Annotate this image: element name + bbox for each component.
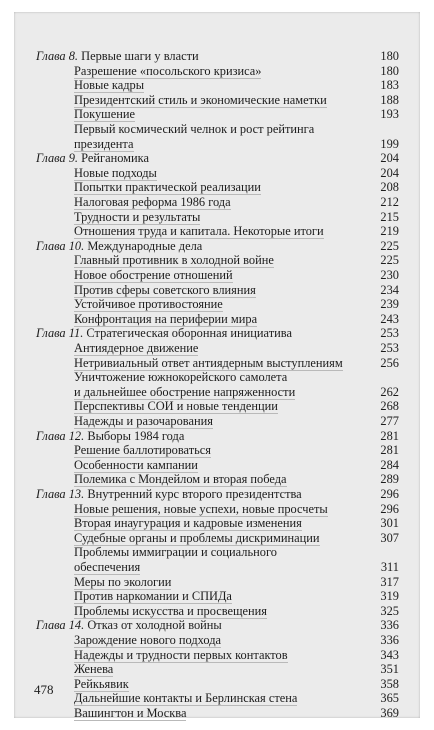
entry-page-number: 311 — [380, 560, 399, 574]
section-row — [74, 283, 420, 298]
section-row — [74, 604, 420, 619]
chapter-title: Рейганомика — [81, 151, 149, 166]
entry-title: Первый космический челнок и рост рейтинга — [74, 122, 315, 136]
entry-title: Главный противник в холодной войне — [74, 253, 274, 268]
entry-title: Новые решения, новые успехи, новые просчеты — [74, 501, 328, 516]
entry-title — [36, 429, 184, 443]
section-row — [74, 370, 420, 384]
section-row — [74, 472, 420, 487]
section-row — [74, 414, 420, 429]
entry-page-number: 219 — [380, 224, 399, 239]
entry-title: Против сферы советского влияния — [74, 282, 256, 297]
section-row — [74, 224, 420, 239]
entry-title: Трудности и результаты — [74, 209, 201, 224]
section-row — [74, 502, 420, 517]
section-row — [74, 210, 420, 225]
entry-page-number: 199 — [380, 136, 399, 151]
entry-page-number: 336 — [380, 633, 399, 647]
entry-title: Перспективы СОИ и новые тенденции — [74, 399, 278, 414]
entry-title: и дальнейшее обострение напряженности — [74, 384, 296, 399]
entry-title: Новые кадры — [74, 78, 145, 93]
entry-title — [36, 151, 149, 165]
chapter-row — [36, 487, 420, 501]
entry-page-number: 180 — [380, 49, 399, 63]
entry-page-number: 212 — [380, 195, 399, 209]
entry-page-number: 358 — [380, 676, 399, 691]
section-row — [74, 253, 420, 268]
chapter-row — [36, 429, 420, 443]
section-row — [74, 107, 420, 122]
entry-title: Вторая инаугурация и кадровые изменения — [74, 516, 302, 531]
entry-page-number: 284 — [380, 457, 399, 472]
entry-page-number: 225 — [380, 238, 399, 253]
entry-title: Судебные органы и проблемы дискриминации — [74, 530, 320, 545]
entry-title: Полемика с Мондейлом и вторая победа — [74, 472, 287, 487]
chapter-row — [36, 49, 420, 63]
chapter-title: Внутренний курс второго президентства — [87, 487, 302, 501]
section-row — [74, 195, 420, 210]
entry-title: Рейкьявик — [74, 676, 129, 691]
section-row — [74, 122, 420, 136]
entry-title: Особенности кампании — [74, 457, 198, 472]
section-row — [74, 312, 420, 327]
page-number: 478 — [34, 682, 54, 697]
chapter-title: Стратегическая оборонная инициатива — [86, 326, 292, 341]
entry-title: Проблемы иммиграции и социального — [74, 545, 277, 560]
section-row — [74, 633, 420, 648]
entry-page-number: 277 — [380, 414, 399, 428]
chapter-row — [36, 618, 420, 632]
entry-page-number: 193 — [380, 107, 399, 122]
entry-title: Нетривиальный ответ антиядерным выступлениям — [74, 355, 343, 370]
entry-title: Зарождение нового подхода — [74, 633, 222, 647]
chapter-label: Глава 11. — [36, 326, 84, 341]
entry-title: Надежды и трудности первых контактов — [74, 647, 288, 662]
section-row — [74, 545, 420, 559]
section-row — [74, 137, 420, 152]
entry-title: Дальнейшие контакты и Берлинская стена — [74, 691, 298, 706]
chapter-title: Выборы 1984 года — [87, 428, 185, 443]
entry-title: Налоговая реформа 1986 года — [74, 195, 231, 209]
entry-page-number: 325 — [380, 603, 399, 618]
entry-title: Меры по экологии — [74, 574, 172, 589]
entry-page-number: 262 — [380, 384, 399, 399]
section-row — [74, 297, 420, 312]
entry-title — [36, 49, 199, 63]
section-row — [74, 341, 420, 356]
entry-title: Конфронтация на периферии мира — [74, 311, 258, 326]
entry-page-number: 351 — [380, 662, 399, 677]
entry-page-number: 319 — [380, 589, 399, 604]
entry-title: президента — [74, 136, 134, 151]
section-row — [74, 662, 420, 677]
chapter-title: Отказ от холодной войны — [87, 618, 222, 633]
entry-title: Вашингтон и Москва — [74, 706, 187, 720]
entry-page-number: 296 — [380, 501, 399, 516]
entry-page-number: 253 — [380, 341, 399, 355]
entry-page-number: 296 — [380, 487, 399, 501]
chapter-label: Глава 10. — [36, 238, 85, 253]
section-row — [74, 78, 420, 93]
entry-page-number: 336 — [380, 618, 399, 633]
section-row — [74, 677, 420, 692]
section-row — [74, 516, 420, 531]
section-row — [74, 706, 420, 721]
section-row — [74, 648, 420, 663]
section-row — [74, 443, 420, 458]
entry-page-number: 225 — [380, 253, 399, 268]
entry-title: Антиядерное движение — [74, 341, 199, 355]
entry-page-number: 281 — [380, 443, 399, 458]
entry-page-number: 180 — [380, 63, 399, 78]
entry-page-number: 268 — [380, 399, 399, 414]
entry-page-number: 188 — [380, 92, 399, 107]
entry-page-number: 307 — [380, 530, 399, 545]
chapter-label: Глава 12. — [36, 428, 85, 443]
entry-title: Против наркомании и СПИДа — [74, 589, 232, 604]
entry-page-number: 289 — [380, 472, 399, 487]
section-row — [74, 399, 420, 414]
entry-title: Попытки практической реализации — [74, 180, 261, 195]
entry-title: Разрешение «посольского кризиса» — [74, 63, 262, 78]
entry-page-number: 343 — [380, 647, 399, 662]
chapter-row — [36, 151, 420, 165]
section-row — [74, 575, 420, 590]
entry-title: Надежды и разочарования — [74, 414, 213, 428]
chapter-label: Глава 13. — [36, 487, 85, 501]
section-row — [74, 180, 420, 195]
entry-title: Уничтожение южнокорейского самолета — [74, 370, 288, 385]
section-row — [74, 268, 420, 283]
entry-title: Новые подходы — [74, 165, 157, 180]
entry-title: Устойчивое противостояние — [74, 297, 223, 312]
section-row — [74, 64, 420, 79]
chapter-label: Глава 8. — [36, 49, 79, 63]
entry-title: Покушение — [74, 107, 135, 122]
entry-page-number: 208 — [380, 180, 399, 195]
entry-page-number: 253 — [380, 326, 399, 341]
chapter-label: Глава 9. — [36, 151, 79, 166]
entry-page-number: 204 — [380, 165, 399, 180]
entry-page-number: 317 — [380, 574, 399, 589]
entry-page-number: 234 — [380, 282, 399, 297]
entry-title: Новое обострение отношений — [74, 268, 233, 282]
entry-title — [36, 618, 222, 632]
section-row — [74, 356, 420, 371]
entry-title: Проблемы искусства и просвещения — [74, 603, 267, 618]
entry-title: обеспечения — [74, 560, 141, 574]
section-row — [74, 458, 420, 473]
entry-title: Президентский стиль и экономические наметки — [74, 92, 327, 107]
entry-page-number: 256 — [380, 355, 399, 370]
section-row — [74, 531, 420, 546]
chapter-row — [36, 239, 420, 253]
entry-page-number: 183 — [380, 78, 399, 93]
entry-page-number: 204 — [380, 151, 399, 166]
chapter-label: Глава 14. — [36, 618, 85, 633]
chapter-title: Первые шаги у власти — [81, 49, 199, 63]
entry-page-number: 365 — [380, 691, 399, 706]
entry-page-number: 239 — [380, 297, 399, 312]
entry-page-number: 369 — [380, 706, 399, 720]
entry-title — [36, 239, 202, 253]
chapter-row — [36, 326, 420, 340]
chapter-title: Международные дела — [87, 238, 203, 253]
entry-title — [36, 487, 302, 501]
section-row — [74, 691, 420, 706]
section-row — [74, 93, 420, 108]
entry-page-number: 243 — [380, 311, 399, 326]
section-row — [74, 560, 420, 575]
entry-title — [36, 326, 292, 340]
section-row — [74, 166, 420, 181]
entry-title: Отношения труда и капитала. Некоторые итоги — [74, 224, 324, 239]
book-page — [14, 12, 420, 718]
entry-page-number: 281 — [380, 428, 399, 443]
entry-page-number: 230 — [380, 268, 399, 282]
entry-title: Женева — [74, 662, 114, 677]
entry-page-number: 215 — [380, 209, 399, 224]
section-row — [74, 385, 420, 400]
section-row — [74, 589, 420, 604]
entry-page-number: 301 — [380, 516, 399, 531]
entry-title: Решение баллотироваться — [74, 443, 212, 458]
